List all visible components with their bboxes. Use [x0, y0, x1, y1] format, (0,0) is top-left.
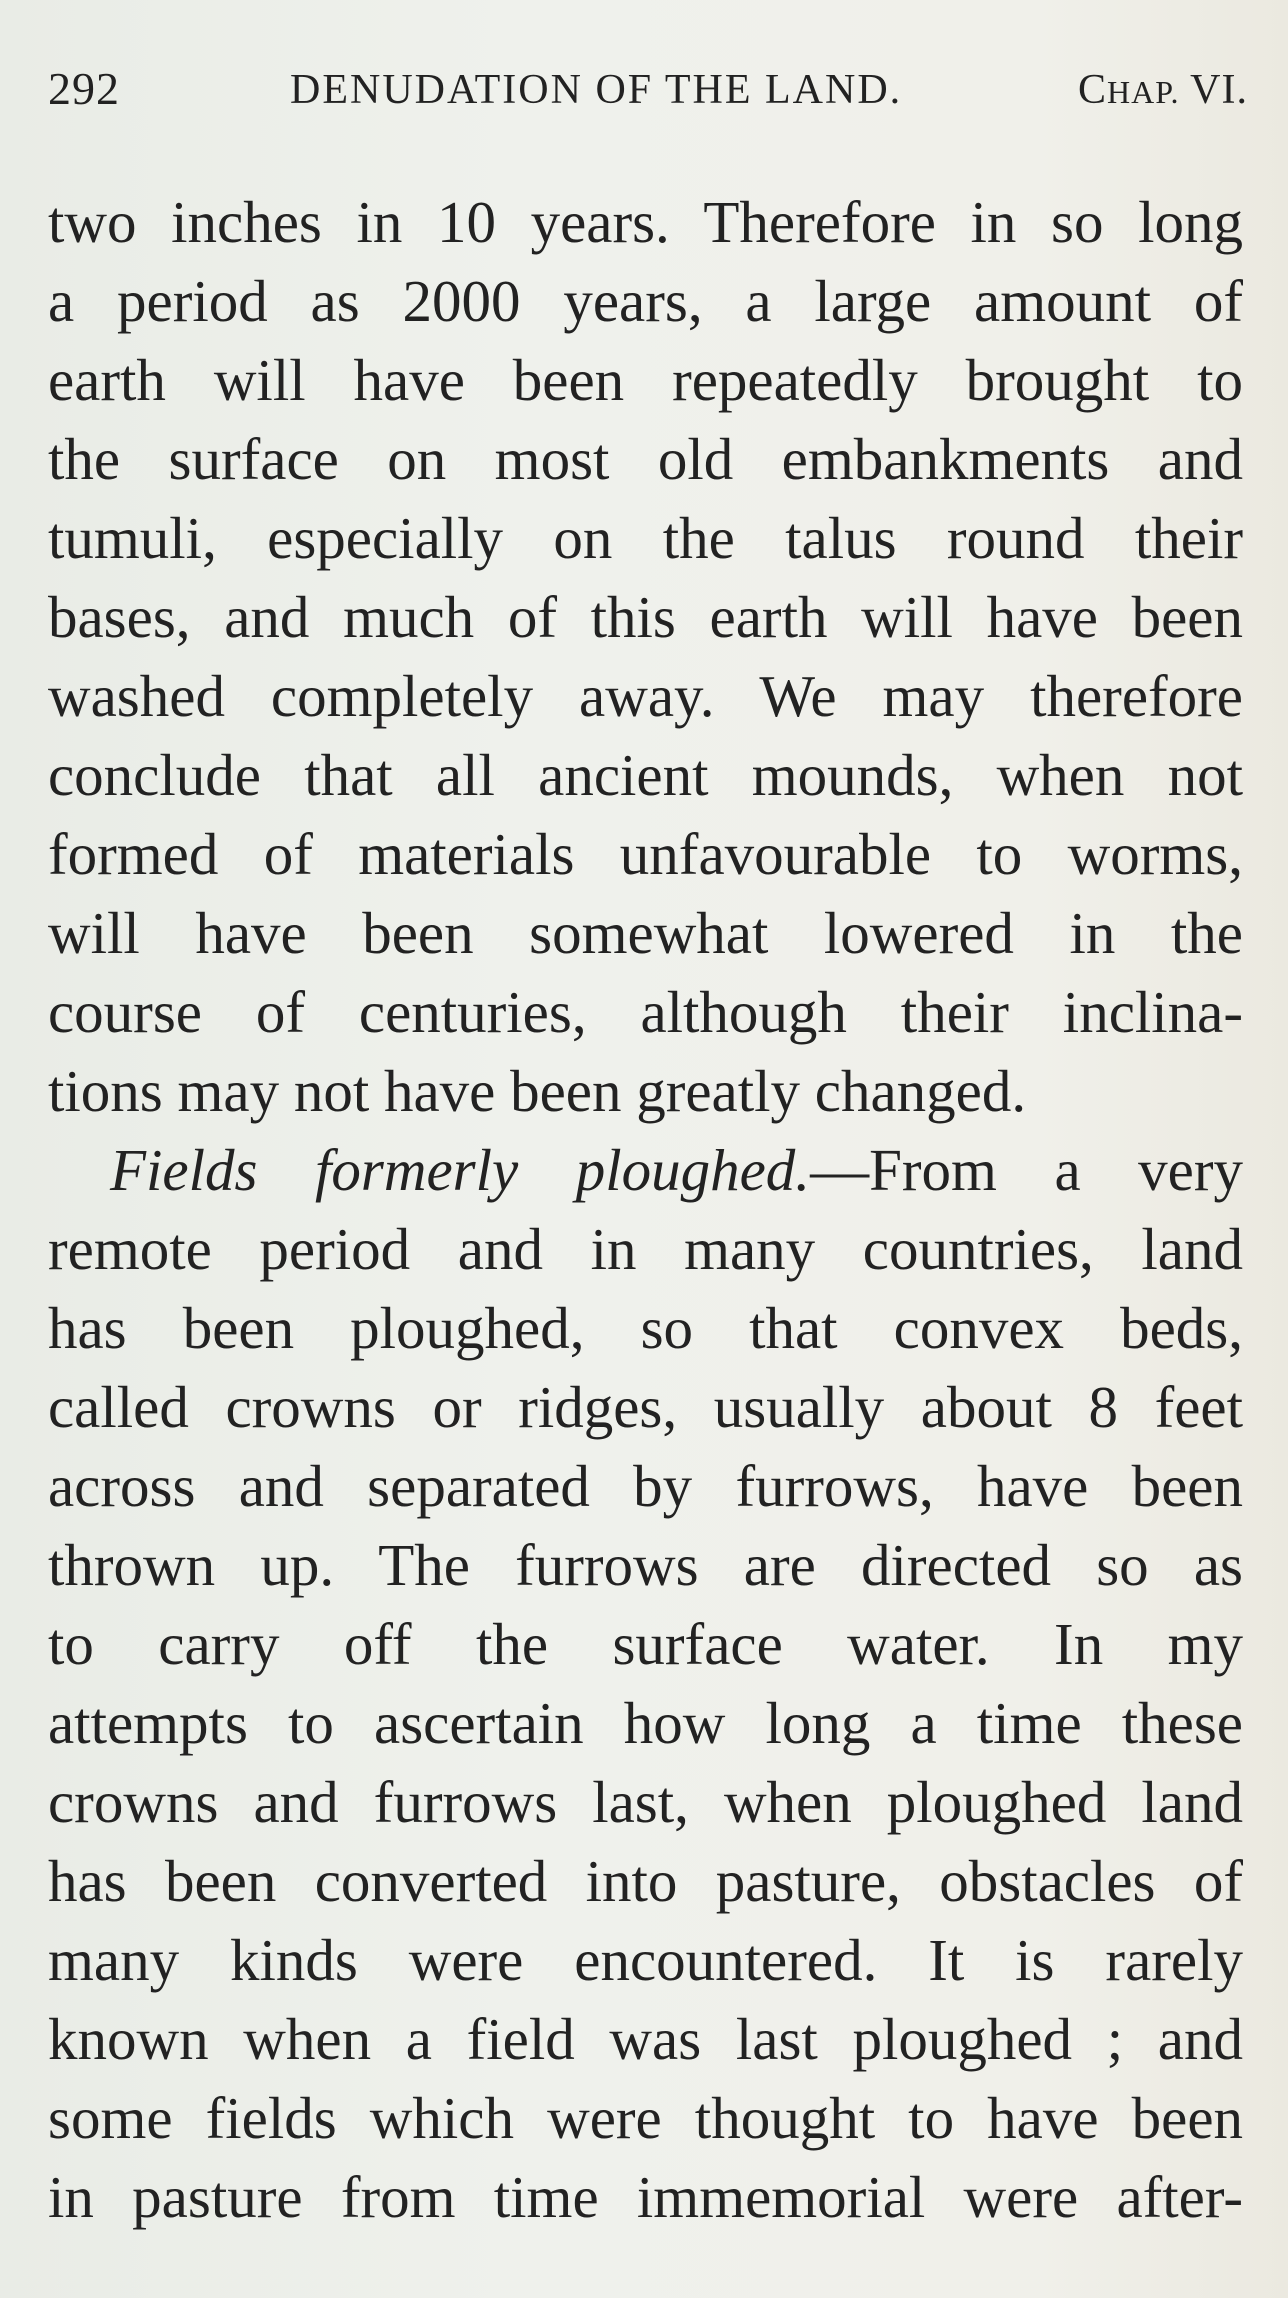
chapter-label — [1078, 66, 1248, 114]
text-line: the surface on most old embankments and — [48, 426, 1243, 492]
text-line: crowns and furrows last, when ploughed land — [48, 1769, 1243, 1835]
text-line: course of centuries, although their inclina- — [48, 979, 1243, 1045]
running-title: DENUDATION OF THE LAND. — [290, 67, 903, 113]
section-heading-line — [48, 1131, 1243, 1210]
text-line: attempts to ascertain how long a time these — [48, 1690, 1243, 1756]
text-line: bases, and much of this earth will have been — [48, 584, 1243, 650]
chapter-smallcaps: HAP. — [1106, 74, 1180, 110]
text-line: tumuli, especially on the talus round their — [48, 505, 1243, 571]
body-text — [48, 183, 1243, 2237]
chapter-prefix: C — [1077, 67, 1107, 113]
text-line: thrown up. The furrows are directed so as — [48, 1532, 1243, 1598]
running-header — [48, 62, 1248, 126]
text-line: a period as 2000 years, a large amount of — [48, 268, 1243, 334]
page-number: 292 — [48, 63, 120, 114]
text-line: many kinds were encountered. It is rarely — [48, 1927, 1243, 1993]
text-line: across and separated by furrows, have been — [48, 1453, 1243, 1519]
text-line: called crowns or ridges, usually about 8 feet — [48, 1374, 1243, 1440]
text-line: known when a field was last ploughed ; and — [48, 2006, 1243, 2072]
text-line: remote period and in many countries, land — [48, 1216, 1243, 1282]
section-heading: Fields formerly ploughed. — [110, 1137, 811, 1203]
text-line: two inches in 10 years. Therefore in so long — [48, 189, 1243, 255]
text-line: has been converted into pasture, obstacles of — [48, 1848, 1243, 1914]
text-line: earth will have been repeatedly brought to — [48, 347, 1243, 413]
text-line: formed of materials unfavourable to worms, — [48, 821, 1243, 887]
text-line: in pasture from time immemorial were after- — [48, 2164, 1243, 2230]
text-line-rest: —From a very — [810, 1137, 1243, 1203]
chapter-number: VI. — [1179, 67, 1248, 113]
text-line: some fields which were thought to have been — [48, 2085, 1243, 2151]
paragraph-end-line: tions may not have been greatly changed. — [48, 1058, 1027, 1124]
text-line: conclude that all ancient mounds, when not — [48, 742, 1243, 808]
text-line: will have been somewhat lowered in the — [48, 900, 1243, 966]
text-line: has been ploughed, so that convex beds, — [48, 1295, 1243, 1361]
text-line: to carry off the surface water. In my — [48, 1611, 1243, 1677]
text-line: washed completely away. We may therefore — [48, 663, 1243, 729]
